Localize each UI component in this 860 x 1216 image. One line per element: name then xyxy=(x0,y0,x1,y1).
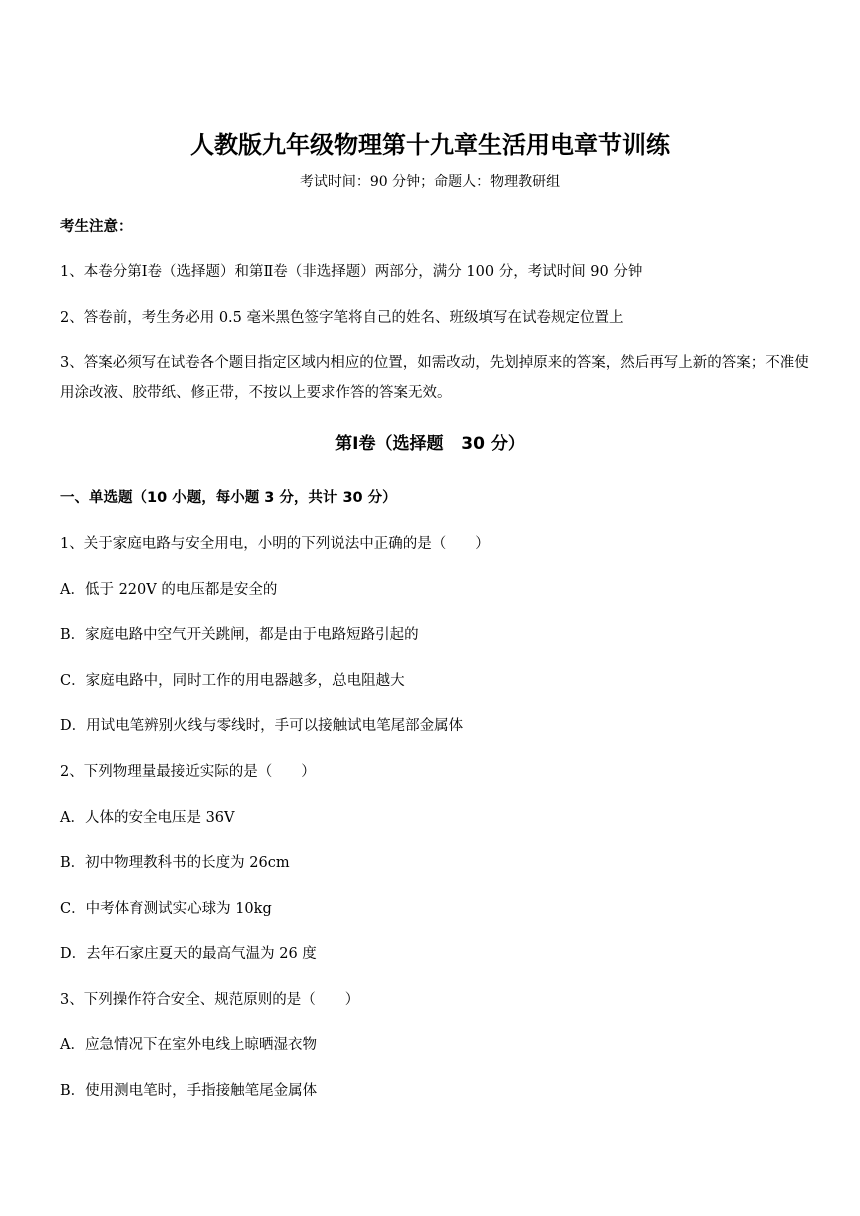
question-2-option-c: C．中考体育测试实心球为 10kg xyxy=(60,901,272,917)
notice-item-1: 1、本卷分第Ⅰ卷（选择题）和第Ⅱ卷（非选择题）两部分，满分 100 分，考试时间 90 分钟 xyxy=(60,264,643,280)
section-title: 第Ⅰ卷（选择题 30 分） xyxy=(335,434,525,454)
notice-heading: 考生注意： xyxy=(60,219,133,235)
question-1-stem: 1、关于家庭电路与安全用电，小明的下列说法中正确的是（ ） xyxy=(60,536,490,552)
question-1-option-c: C．家庭电路中，同时工作的用电器越多，总电阻越大 xyxy=(60,673,405,689)
notice-item-3: 3、答案必须写在试卷各个题目指定区域内相应的位置，如需改动，先划掉原来的答案，然后再写上新的答案；不准使用涂改液、胶带纸、修正带，不按以上要求作答的答案无效。 xyxy=(60,355,809,401)
question-2-option-b: B．初中物理教科书的长度为 26cm xyxy=(60,855,290,871)
part-heading: 一、单选题（10 小题，每小题 3 分，共计 30 分） xyxy=(60,490,397,506)
question-2-option-d: D．去年石家庄夏天的最高气温为 26 度 xyxy=(60,946,317,962)
notice-item-2: 2、答卷前，考生务必用 0.5 毫米黑色签字笔将自己的姓名、班级填写在试卷规定位置上 xyxy=(60,310,624,326)
question-1-option-d: D．用试电笔辨别火线与零线时，手可以接触试电笔尾部金属体 xyxy=(60,718,464,734)
question-3-option-b: B．使用测电笔时，手指接触笔尾金属体 xyxy=(60,1083,318,1099)
document-title: 人教版九年级物理第十九章生活用电章节训练 xyxy=(190,131,670,159)
question-2-stem: 2、下列物理量最接近实际的是（ ） xyxy=(60,764,316,780)
question-2-option-a: A．人体的安全电压是 36V xyxy=(60,810,235,826)
question-1-option-a: A．低于 220V 的电压都是安全的 xyxy=(60,582,278,598)
question-1-option-b: B．家庭电路中空气开关跳闸，都是由于电路短路引起的 xyxy=(60,627,419,643)
question-3-option-a: A．应急情况下在室外电线上晾晒湿衣物 xyxy=(60,1037,317,1053)
exam-info: 考试时间：90 分钟；命题人：物理教研组 xyxy=(299,174,561,190)
question-3-stem: 3、下列操作符合安全、规范原则的是（ ） xyxy=(60,992,360,1008)
